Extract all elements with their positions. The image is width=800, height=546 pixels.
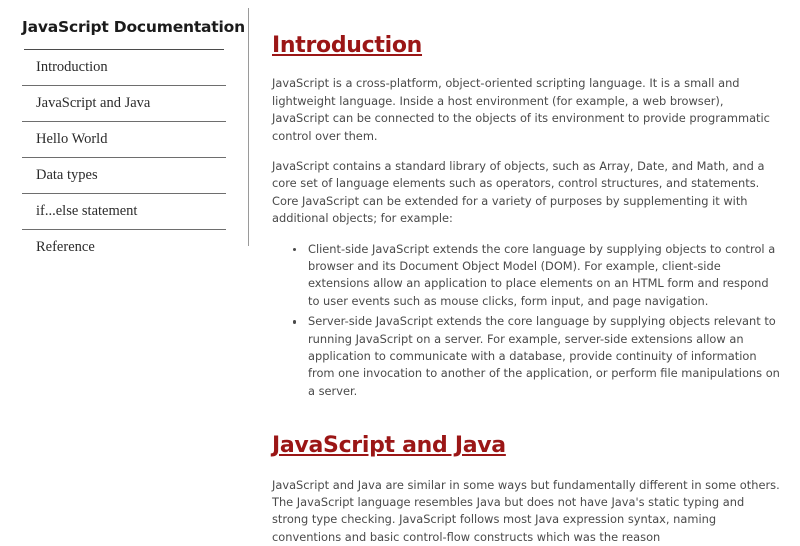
sidebar-title: JavaScript Documentation bbox=[22, 0, 226, 49]
sidebar-item-data-types[interactable] bbox=[22, 158, 226, 194]
sidebar bbox=[0, 0, 248, 450]
list-item: Server-side JavaScript extends the core language by supplying objects relevant to running JavaScript on a server. For example, server-side extensions allow an application to communicate with a database, provide continuity of information from one invocation to another of the application, or perform file manipulations on a server. bbox=[291, 313, 780, 400]
section-javascript-and-java bbox=[272, 403, 780, 546]
sidebar-item-label: Hello World bbox=[36, 131, 107, 147]
intro-bullet-list bbox=[272, 228, 780, 401]
sidebar-item-label: JavaScript and Java bbox=[36, 95, 150, 111]
paragraph-intro-2: JavaScript contains a standard library of objects, such as Array, Date, and Math, and a core set of language elements such as operators, control structures, and statements. Core JavaScript can be extended for a variety of purposes by supplementing it with additional objects; for example: bbox=[272, 145, 780, 228]
sidebar-item-if-else-statement[interactable] bbox=[22, 194, 226, 230]
sidebar-item-label: Data types bbox=[36, 167, 98, 183]
sidebar-content-divider bbox=[248, 8, 249, 246]
main-content bbox=[272, 0, 780, 450]
sidebar-item-reference[interactable] bbox=[22, 230, 226, 265]
sidebar-item-label: if...else statement bbox=[36, 203, 137, 219]
sidebar-item-label: Reference bbox=[36, 239, 95, 255]
sidebar-nav-list bbox=[22, 50, 226, 265]
sidebar-item-javascript-and-java[interactable] bbox=[22, 86, 226, 122]
paragraph-intro-1: JavaScript is a cross-platform, object-oriented scripting language. It is a small and lightweight language. Inside a host environment (for example, a web browser), JavaScript can be connected to the objects of its environment to provide programmatic control over them. bbox=[272, 58, 780, 145]
section-introduction bbox=[272, 0, 780, 400]
heading-javascript-and-java: JavaScript and Java bbox=[272, 433, 780, 458]
sidebar-item-hello-world[interactable] bbox=[22, 122, 226, 158]
sidebar-item-introduction[interactable] bbox=[22, 50, 226, 86]
heading-introduction: Introduction bbox=[272, 33, 780, 58]
sidebar-item-label: Introduction bbox=[36, 59, 108, 75]
paragraph-jsjava-1: JavaScript and Java are similar in some ways but fundamentally different in some others. The JavaScript language resembles Java but does not have Java's static typing and strong type checking. JavaScript follows most Java expression syntax, naming conventions and basic control-flow constructs which was the reason bbox=[272, 459, 780, 546]
list-item: Client-side JavaScript extends the core language by supplying objects to control a browser and its Document Object Model (DOM). For example, client-side extensions allow an application to place elements on an HTML form and respond to user events such as mouse clicks, form input, and page navigation. bbox=[291, 241, 780, 311]
